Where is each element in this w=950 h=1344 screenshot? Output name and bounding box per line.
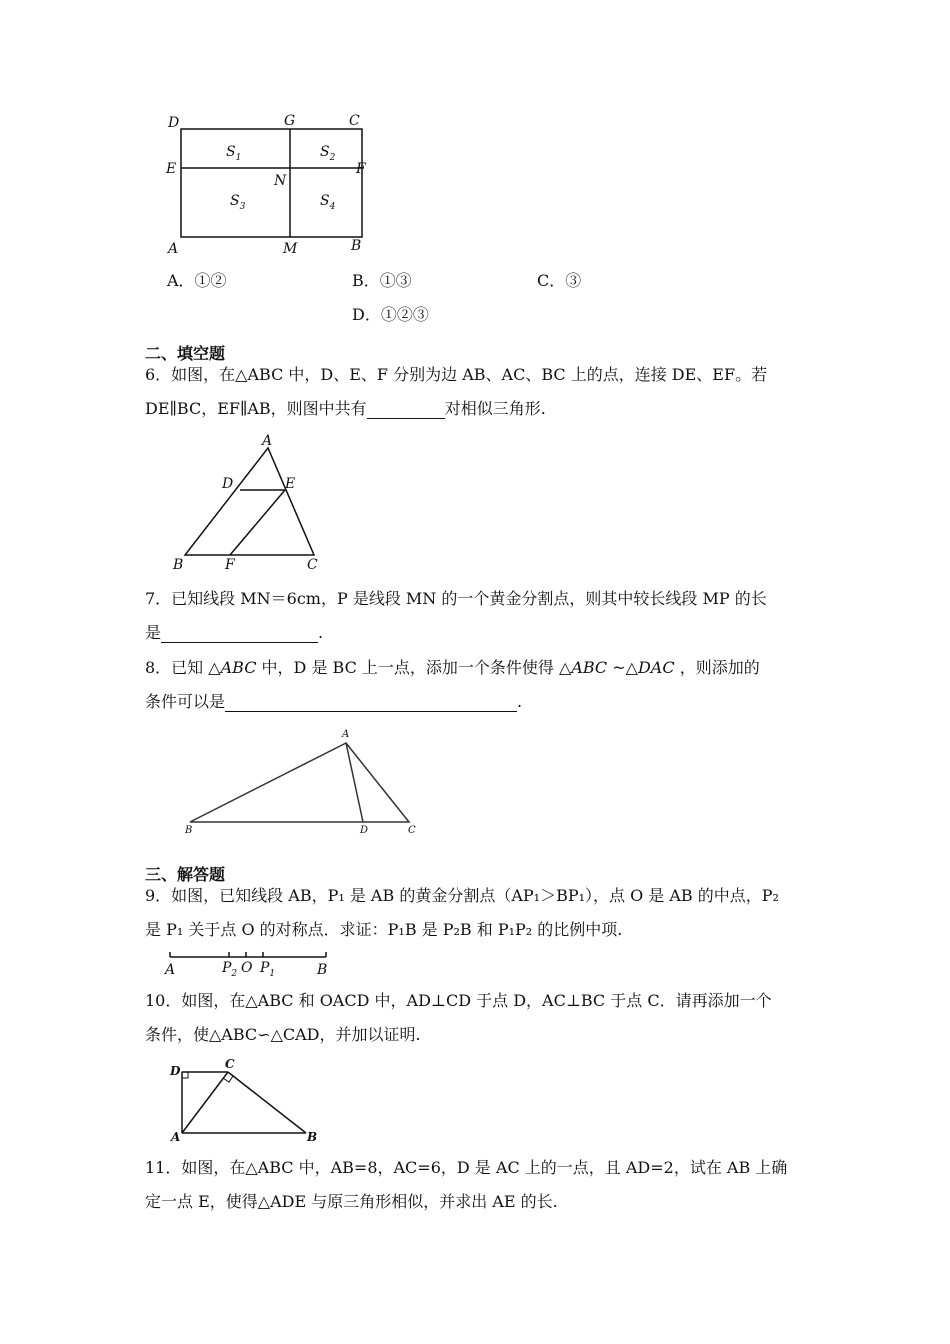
q8-math-similar: △ABC ~△DAC — [559, 658, 675, 677]
region-s2: $S_2$ — [320, 144, 336, 163]
label-c: C — [349, 113, 360, 129]
right-angle-mark-d — [182, 1072, 188, 1078]
label-o: O — [241, 960, 253, 976]
label-n: N — [274, 173, 287, 189]
q8-text-a: 8．已知 — [145, 658, 204, 677]
label-a: A — [165, 962, 176, 978]
label-c: C — [408, 825, 416, 836]
q6-text-post: 对相似三角形. — [444, 399, 546, 418]
label-e: E — [285, 476, 296, 492]
label-a: A — [171, 1130, 181, 1144]
q8-text-line1 — [145, 658, 760, 678]
label-g: G — [284, 113, 296, 129]
label-b: B — [173, 557, 184, 573]
q8-text-pre: 条件可以是 — [145, 692, 226, 711]
q5-option-a: A．①② — [167, 271, 227, 290]
label-d: D — [168, 115, 180, 131]
q8-answer-blank[interactable] — [225, 695, 517, 712]
triangle-abc — [190, 743, 409, 822]
q8-text-b: 中，D 是 BC 上一点，添加一个条件使得 — [261, 658, 554, 677]
segment-cb — [228, 1072, 306, 1133]
segment-ef — [230, 490, 285, 555]
label-a: A — [262, 433, 273, 449]
q10-text-line2: 条件，使△ABC∽△CAD，并加以证明. — [145, 1025, 421, 1044]
label-d: D — [222, 476, 234, 492]
q6-text-line2 — [145, 399, 546, 419]
q7-text-post: . — [318, 623, 324, 642]
label-c: C — [307, 557, 318, 573]
label-m: M — [283, 241, 298, 257]
q7-text-line1: 7．已知线段 MN＝6cm，P 是线段 MN 的一个黄金分割点，则其中较长线段 MP 的长 — [145, 589, 767, 608]
label-b: B — [307, 1130, 318, 1144]
region-s4: $S_4$ — [320, 193, 336, 212]
rect-abcd — [181, 129, 362, 237]
q11-text-line1: 11．如图，在△ABC 中，AB=8，AC=6，D 是 AC 上的一点，且 AD=2，试在 AB 上确 — [145, 1158, 788, 1177]
q10-text-line1: 10．如图，在△ABC 和 OACD 中，AD⊥CD 于点 D，AC⊥BC 于点 C．请再添加一个 — [145, 991, 772, 1010]
label-a: A — [342, 729, 350, 740]
figure-q5-rectangle — [160, 110, 380, 260]
q8-text-c: ，则添加的 — [679, 658, 760, 677]
label-c: C — [225, 1057, 235, 1071]
q11-text-line2: 定一点 E，使得△ADE 与原三角形相似，并求出 AE 的长. — [145, 1192, 558, 1211]
label-f: F — [225, 557, 235, 573]
q9-text-line2: 是 P₁ 关于点 O 的对称点．求证：P₁B 是 P₂B 和 P₁P₂ 的比例中项. — [145, 920, 623, 939]
label-d: D — [170, 1064, 181, 1078]
q8-math-abc: △ABC — [208, 658, 257, 677]
q7-text-pre: 是 — [145, 623, 162, 642]
q8-text-line2 — [145, 692, 522, 712]
q5-option-c: C．③ — [537, 271, 582, 290]
q6-text-pre: DE∥BC，EF∥AB，则图中共有 — [145, 399, 367, 418]
q6-answer-blank[interactable] — [367, 402, 445, 419]
label-f: F — [356, 161, 366, 177]
label-p2: $P_2$ — [222, 960, 238, 979]
q7-text-line2 — [145, 623, 323, 643]
triangle-abc — [185, 448, 314, 555]
figure-q9-segment — [160, 946, 340, 982]
q5-option-b: B．①③ — [352, 271, 412, 290]
figure-q10-quadrilateral — [165, 1055, 325, 1145]
label-b: B — [185, 825, 193, 836]
section-heading-solutions: 三、解答题 — [145, 865, 226, 884]
label-b: B — [351, 238, 362, 254]
section-heading-fill-in: 二、填空题 — [145, 344, 226, 363]
q6-text-line1: 6．如图，在△ABC 中，D、E、F 分别为边 AB、AC、BC 上的点，连接 DE、EF。若 — [145, 365, 768, 384]
label-d: D — [360, 825, 369, 836]
region-s3: $S_3$ — [230, 193, 246, 212]
label-e: E — [166, 161, 177, 177]
q5-option-d: D．①②③ — [352, 305, 429, 324]
label-p1: $P_1$ — [260, 960, 276, 979]
region-s1: $S_1$ — [226, 144, 242, 163]
figure-q6-triangle — [165, 430, 335, 575]
q7-answer-blank[interactable] — [161, 626, 318, 643]
label-a: A — [168, 241, 179, 257]
segment-ac — [182, 1072, 228, 1133]
q8-text-post: . — [517, 692, 523, 711]
label-b: B — [317, 962, 328, 978]
q9-text-line1: 9．如图，已知线段 AB，P₁ 是 AB 的黄金分割点（AP₁＞BP₁），点 O 是 AB 的中点，P₂ — [145, 886, 779, 905]
figure-q8-triangle — [180, 725, 425, 840]
